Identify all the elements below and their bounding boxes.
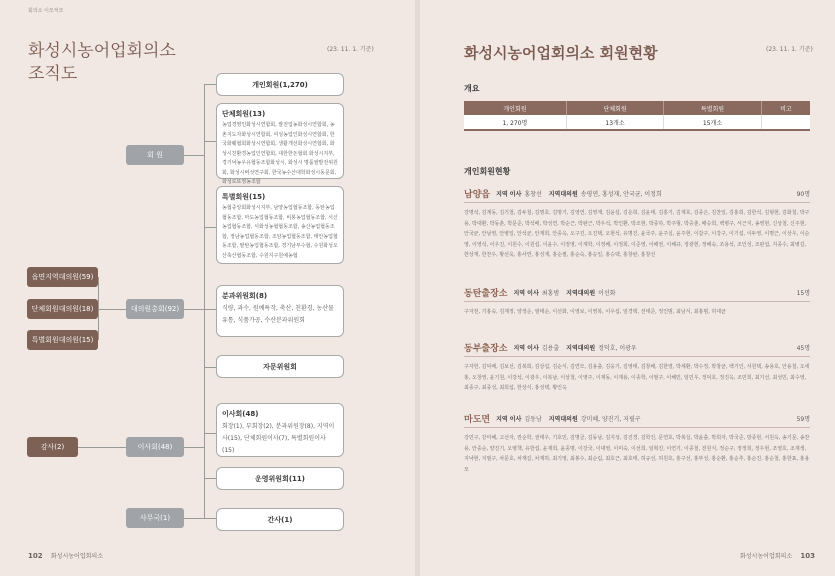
left-footer bbox=[28, 551, 103, 560]
left-footer-label: 화성시농어업회의소 bbox=[50, 553, 104, 560]
chief-label: 지역 이사 bbox=[496, 416, 522, 423]
branch-name: 마도면 bbox=[464, 415, 491, 425]
connector-group bbox=[204, 141, 216, 142]
member-list: 구자천, 기홍숙, 김재정, 양정순, 염태순, 이선화, 이영보, 이영복, 이우섭, 임경택, 전태준, 정인범, 최남식, 최홍범, 허대균 bbox=[464, 309, 726, 315]
left-page-number: 102 bbox=[28, 552, 43, 560]
committee-list: 식량, 과수, 원예특작, 축산, 친환경, 농산물유통, 식품가공, 수산분과위원회 bbox=[222, 305, 334, 324]
reps-label: 지역대의원 bbox=[566, 345, 596, 352]
individual-members-box: 개인회원(1,270) bbox=[216, 73, 344, 96]
directors-list: 회장(1), 부회장(2), 분과위원장(8), 지역이사(15), 단체회원이사(7), 특별회원이사(15) bbox=[222, 423, 335, 454]
rep-group-node: 단체회원대의원(18) bbox=[27, 299, 98, 319]
secretariat-node: 사무국(1) bbox=[126, 508, 184, 528]
left-page bbox=[0, 0, 415, 576]
operations-box: 운영위원회(11) bbox=[216, 467, 344, 490]
reps-value: 정덕호, 이광우 bbox=[598, 345, 637, 352]
rep-area-node: 읍면지역대의원(59) bbox=[27, 267, 98, 287]
membership-title: 화성시농어업회의소 회원현황 bbox=[464, 44, 658, 62]
group-members-box bbox=[216, 103, 344, 185]
right-footer bbox=[740, 551, 815, 560]
summary-cell-note bbox=[761, 115, 810, 130]
right-page bbox=[420, 0, 835, 576]
branch-mado bbox=[464, 410, 810, 475]
group-members-title: 단체회원(13) bbox=[222, 110, 266, 118]
connector-board bbox=[184, 447, 204, 448]
individual-heading: 개인회원현황 bbox=[464, 167, 511, 176]
branch-header bbox=[464, 185, 810, 203]
chief-value: 최홍범 bbox=[541, 290, 560, 297]
connector-individual bbox=[204, 84, 216, 85]
member-count: 15명 bbox=[796, 290, 810, 297]
summary-cell-special: 15개소 bbox=[664, 115, 761, 130]
connector-advisory bbox=[204, 367, 216, 368]
main-vertical-line bbox=[204, 84, 205, 518]
special-members-box bbox=[216, 186, 344, 264]
branch-dongbu bbox=[464, 339, 810, 394]
branch-name: 남양읍 bbox=[464, 190, 491, 200]
directors-box bbox=[216, 403, 344, 457]
chief-label: 지역 이사 bbox=[496, 191, 522, 198]
advisory-box: 자문위원회 bbox=[216, 355, 344, 378]
reps-label: 지역대의원 bbox=[548, 416, 578, 423]
directors-title: 이사회(48) bbox=[222, 410, 259, 418]
member-list: 구자헌, 김덕배, 김보선, 김복희, 김상섭, 김순식, 김연모, 김용출, 김웅기, 김영태, 김창배, 김한열, 박세환, 박수정, 박창균, 백기인, 서원택, 송용호, 안용철, 오세홍, 오창영, 윤기원, 이강석, 이광우, 이복남, 이상철, 이영주, 이재동, 이재용, 이종학, 이필구, 이해민, 임민우, 정덕호, 정진옥, 조민희, 최기선, 최성민, 최수영, 최종구, 최종성, 최희섭, 한상식, 홍성택, 황인옥 bbox=[464, 364, 810, 391]
member-count: 90명 bbox=[796, 191, 810, 198]
branch-header bbox=[464, 339, 810, 357]
committee-title: 분과위원회(8) bbox=[222, 292, 268, 300]
org-chart-title bbox=[28, 40, 176, 86]
chief-label: 지역 이사 bbox=[513, 345, 539, 352]
connector-assembly bbox=[184, 309, 216, 310]
chief-value: 김용출 bbox=[541, 345, 560, 352]
member-list: 강명석, 김계동, 김기철, 김두철, 김명호, 김명기, 김영연, 김영재, 김윤섭, 김운희, 김윤태, 김홍기, 김재호, 김종은, 김찬일, 김홍희, 김한석, 김형현, 김화철, 박구용, 박대환, 박동춘, 박문준, 박석배, 박성연, 박순근, 박완근, 박우석, 박인환, 박조현, 박종하, 박주형, 박중춘, 배승희, 백병구, 서근지, 송영현, 신상철, 신주현, 안국균, 안남영, 안병일, 안석균, 안재희, 안종옥, 오구진, 오진택, 오현석, 유명진, 윤국주, 윤주실, 윤주현, 이갑구, 이강구, 이기섭, 이두영, 이명근, 이상우, 이순영, 이영석, 이우진, 이원수, 이원섭, 이윤수, 이정영, 이재학, 이정배, 이정희, 이준영, 이해권, 이해규, 정광현, 정해숙, 조용석, 조인성, 조판섭, 지종수, 최병길, 한상재, 한찬우, 황선욱, 홍사연, 홍성재, 홍순필, 홍순숙, 홍승일, 홍승택, 홍창완, 홍창선 bbox=[464, 210, 810, 258]
right-footer-label: 화성시농어업회의소 bbox=[739, 553, 793, 560]
connector-plenary bbox=[184, 155, 204, 156]
connector-special bbox=[204, 227, 216, 228]
plenary-node: 회 원 bbox=[126, 145, 184, 165]
reps-label: 지역대의원 bbox=[566, 290, 596, 297]
title-line-1: 화성시농어업회의소 bbox=[28, 41, 176, 61]
assembly-node: 대의원총회(92) bbox=[126, 299, 184, 319]
member-count: 45명 bbox=[796, 345, 810, 352]
title-line-2: 조직도 bbox=[28, 64, 78, 84]
table-row bbox=[464, 115, 810, 130]
date-note: (23. 11. 1. 기준) bbox=[327, 46, 374, 53]
branch-header bbox=[464, 284, 810, 302]
membership-date: (23. 11. 1. 기준) bbox=[766, 46, 813, 53]
connector-auditor bbox=[78, 447, 126, 448]
rep-special-node: 특별회원대의원(15) bbox=[27, 330, 98, 350]
board-node: 이사회(48) bbox=[126, 437, 184, 457]
branch-header bbox=[464, 410, 810, 428]
summary-table bbox=[464, 101, 810, 131]
member-list: 강민구, 강미혜, 고선자, 권순학, 권태우, 기호민, 김명금, 김동남, 김지성, 김진경, 김학진, 문연호, 박복실, 박윤출, 박희자, 박국준, 방종현, 서원옥, 송기문, 송찬용, 안종순, 양진기, 오병책, 유한섭, 윤재희, 윤종명, 이강국, 이대영, 이미숙, 이선희, 임혁진, 이연기, 이종철, 전원식, 정순구, 정정희, 정우현, 조영호, 조재생, 지낙현, 지필구, 차문호, 차재길, 차재하, 최기영, 최봉수, 최순림, 최호근, 최호태, 허규선, 허원호, 홍구선, 홍부성, 홍순환, 홍순추, 홍순진, 홍순철, 홍한표, 홍용모 bbox=[464, 435, 810, 473]
summary-heading: 개요 bbox=[464, 84, 480, 93]
reps-label: 지역대의원 bbox=[548, 191, 578, 198]
chief-label: 지역 이사 bbox=[513, 290, 539, 297]
committee-box bbox=[216, 285, 344, 337]
summary-header-special: 특별회원 bbox=[664, 101, 761, 115]
reps-value: 송평연, 홍성재, 안국균, 이정희 bbox=[580, 191, 662, 198]
summary-header-group: 단체회원 bbox=[566, 101, 663, 115]
chief-value: 홍창선 bbox=[524, 191, 542, 198]
auditor-node: 감사(2) bbox=[27, 437, 78, 457]
member-count: 59명 bbox=[796, 416, 810, 423]
special-members-title: 특별회원(15) bbox=[222, 193, 266, 201]
summary-header-note: 비고 bbox=[761, 101, 810, 115]
officer-box: 간사(1) bbox=[216, 508, 344, 531]
connector-rep-to-assembly bbox=[98, 309, 126, 310]
special-members-list: 농협중앙회화성시지부, 남양농업협동조합, 동탄농업협동조합, 마도농업협동조합, 비봉농업협동조합, 서신농업협동조합, 서화성농협협동조합, 송산농업협동조합, 정남농업협동조합, 조암농업협동조합, 태안농업협동조합, 팔탄농업협동조합, 경기남부수협, 수원화성오산축산협동조합, 수원지구원예농협 bbox=[222, 205, 338, 259]
group-members-list: 농업경영인화성시연합회, 쌀전업농화성시연합회, 농촌지도자화성시연합회, 여성농업인화성시연합회, 한국화훼협회화성시연합회, 생활개선화성시연합회, 화성시친환경농업인연합회, 대한한돈협회 화성시지부, 경기낙농우유협동조합화성시, 화성시 명품쌀발전위원회, 화성시버섯연구회, 한국농수산대학화성시동문회, 화성로또영농조합 bbox=[222, 122, 338, 185]
branch-dongtan bbox=[464, 284, 810, 318]
reps-value: 이선화 bbox=[598, 290, 616, 297]
summary-cell-group: 13개소 bbox=[566, 115, 663, 130]
branch-name: 동부출장소 bbox=[464, 344, 508, 354]
connector-operations bbox=[204, 478, 216, 479]
summary-cell-individual: 1, 270명 bbox=[464, 115, 566, 130]
summary-header-individual: 개인회원 bbox=[464, 101, 566, 115]
reps-value: 강미혜, 양진기, 지필구 bbox=[580, 416, 641, 423]
right-page-number: 103 bbox=[800, 552, 815, 560]
chapter-tag: 회의소 이모저모 bbox=[28, 8, 64, 14]
branch-namyang bbox=[464, 185, 810, 261]
branch-name: 동탄출장소 bbox=[464, 289, 508, 299]
chief-value: 김동남 bbox=[524, 416, 542, 423]
connector-secretariat bbox=[184, 518, 216, 519]
connector-directors bbox=[204, 433, 216, 434]
